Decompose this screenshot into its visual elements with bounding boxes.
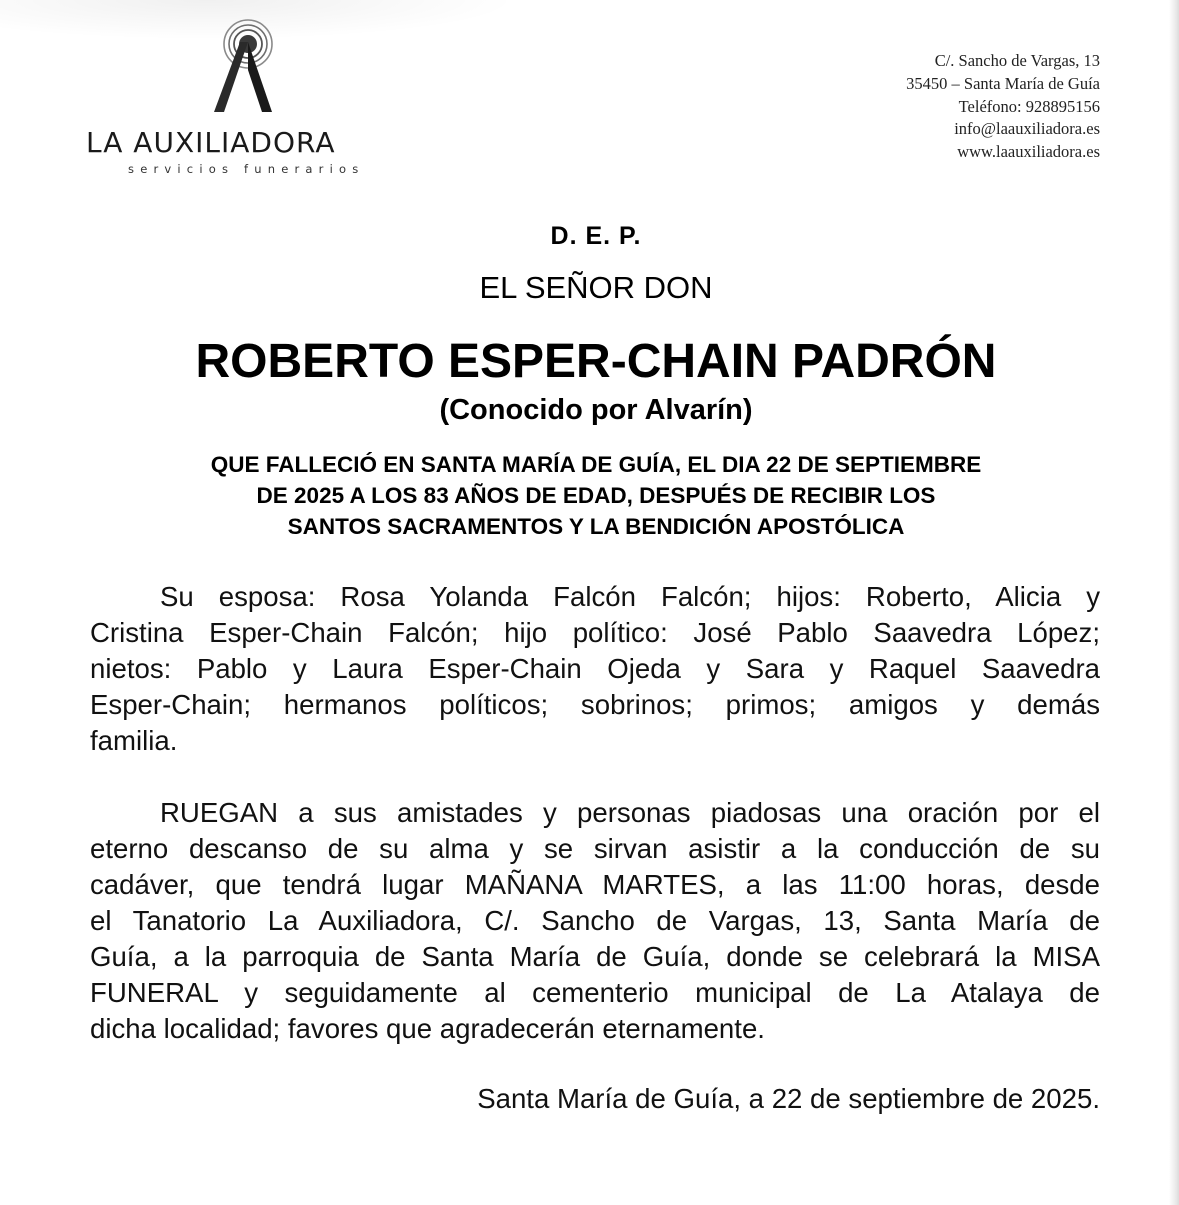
company-logo bbox=[86, 18, 406, 183]
address-phone: Teléfono: 928895156 bbox=[958, 96, 1100, 116]
logo-mark-icon bbox=[198, 18, 298, 118]
death-line: QUE FALLECIÓ EN SANTA MARÍA DE GUÍA, EL DIA 22 DE SEPTIEMBRE bbox=[210, 452, 982, 477]
request-line: RUEGAN a sus amistades y personas piadosas una oración por el bbox=[160, 797, 1100, 828]
deceased-name: ROBERTO ESPER-CHAIN PADRÓN bbox=[195, 335, 997, 388]
request-paragraph bbox=[90, 795, 1100, 1047]
family-line: Esper-Chain; hermanos políticos; sobrinos; primos; amigos y demás bbox=[90, 689, 1100, 720]
death-line: SANTOS SACRAMENTOS Y LA BENDICIÓN APOSTÓLICA bbox=[287, 514, 905, 539]
logo-name: LA AUXILIADORA bbox=[86, 126, 336, 159]
family-line: Su esposa: Rosa Yolanda Falcón Falcón; hijos: Roberto, Alicia y bbox=[160, 581, 1100, 612]
death-statement bbox=[90, 449, 1102, 542]
honorific: EL SEÑOR DON bbox=[479, 270, 713, 305]
address-street: C/. Sancho de Vargas, 13 bbox=[934, 51, 1100, 70]
logo-tagline: servicios funerarios bbox=[128, 162, 365, 176]
closing-date-line: Santa María de Guía, a 22 de septiembre de 2025. bbox=[477, 1083, 1100, 1114]
family-paragraph bbox=[90, 579, 1100, 759]
request-line: el Tanatorio La Auxiliadora, C/. Sancho de Vargas, 13, Santa María de bbox=[90, 905, 1100, 936]
request-line: Guía, a la parroquia de Santa María de Guía, donde se celebrará la MISA bbox=[90, 941, 1100, 972]
family-line: Cristina Esper-Chain Falcón; hijo político: José Pablo Saavedra López; bbox=[90, 617, 1100, 648]
request-line: FUNERAL y seguidamente al cementerio municipal de La Atalaya de bbox=[90, 977, 1100, 1008]
request-line: dicha localidad; favores que agradecerán eternamente. bbox=[90, 1013, 765, 1044]
request-line: cadáver, que tendrá lugar MAÑANA MARTES, a las 11:00 horas, desde bbox=[90, 869, 1100, 900]
address-web: www.laauxiliadora.es bbox=[957, 142, 1100, 162]
family-line: familia. bbox=[90, 725, 178, 756]
company-address bbox=[906, 50, 1100, 164]
request-line: eterno descanso de su alma y se sirvan asistir a la conducción de su bbox=[90, 833, 1100, 864]
page-shadow-right bbox=[1169, 0, 1179, 1205]
deceased-alias: (Conocido por Alvarín) bbox=[439, 394, 753, 426]
dep-heading: D. E. P. bbox=[550, 222, 642, 250]
family-line: nietos: Pablo y Laura Esper-Chain Ojeda y Sara y Raquel Saavedra bbox=[90, 653, 1100, 684]
address-city: 35450 – Santa María de Guía bbox=[906, 73, 1100, 93]
address-email: info@laauxiliadora.es bbox=[954, 119, 1100, 139]
death-line: DE 2025 A LOS 83 AÑOS DE EDAD, DESPUÉS DE RECIBIR LOS bbox=[256, 483, 936, 508]
